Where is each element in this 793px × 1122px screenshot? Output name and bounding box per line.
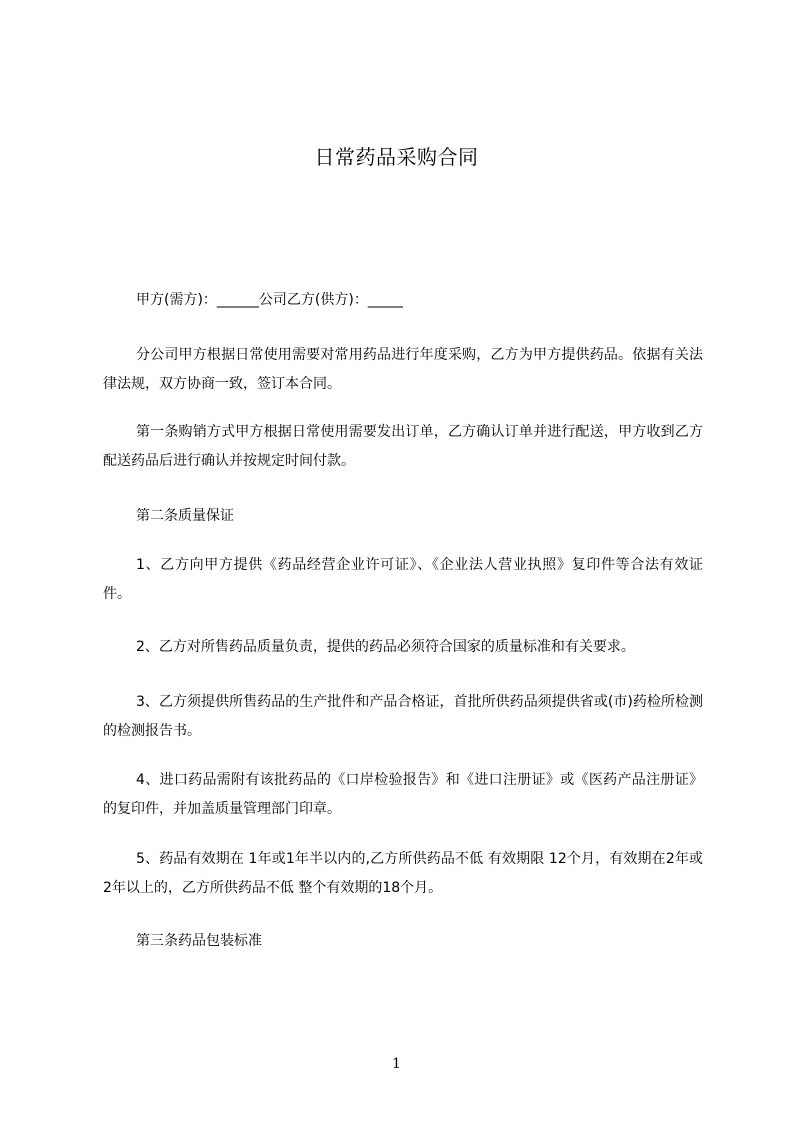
article-1-paragraph: 第一条购销方式甲方根据日常使用需要发出订单，乙方确认订单并进行配送，甲方收到乙方配送药品后进行确认并按规定时间付款。 bbox=[103, 424, 703, 469]
article-3-heading: 第三条药品包装标准 bbox=[136, 933, 262, 949]
intro-paragraph: 分公司甲方根据日常使用需要对常用药品进行年度采购，乙方为甲方提供药品。依据有关法律法规，双方协商一致，签订本合同。 bbox=[103, 347, 703, 392]
article-2-heading: 第二条质量保证 bbox=[136, 508, 234, 524]
article-2-item-1: 1、乙方向甲方提供《药品经营企业许可证》、《企业法人营业执照》复印件等合法有效证件。 bbox=[103, 557, 703, 602]
article-2-item-2: 2、乙方对所售药品质量负责，提供的药品必须符合国家的质量标准和有关要求。 bbox=[136, 639, 635, 655]
article-2-item-4: 4、进口药品需附有该批药品的《口岸检验报告》和《进口注册证》或《医药产品注册证》的复印件，并加盖质量管理部门印章。 bbox=[103, 772, 703, 817]
document-title: 日常药品采购合同 bbox=[314, 145, 479, 169]
parties-line: 甲方(需方)：______公司乙方(供方)：_____ bbox=[136, 292, 403, 308]
article-2-item-5: 5、药品有效期在 1年或1年半以内的,乙方所供药品不低 有效期限 12个月，有效期在2年或2年以上的，乙方所供药品不低 整个有效期的18个月。 bbox=[103, 851, 703, 896]
page-number: 1 bbox=[392, 1056, 401, 1072]
article-2-item-3: 3、乙方须提供所售药品的生产批件和产品合格证，首批所供药品须提供省或(市)药检所检测的检测报告书。 bbox=[103, 694, 703, 739]
